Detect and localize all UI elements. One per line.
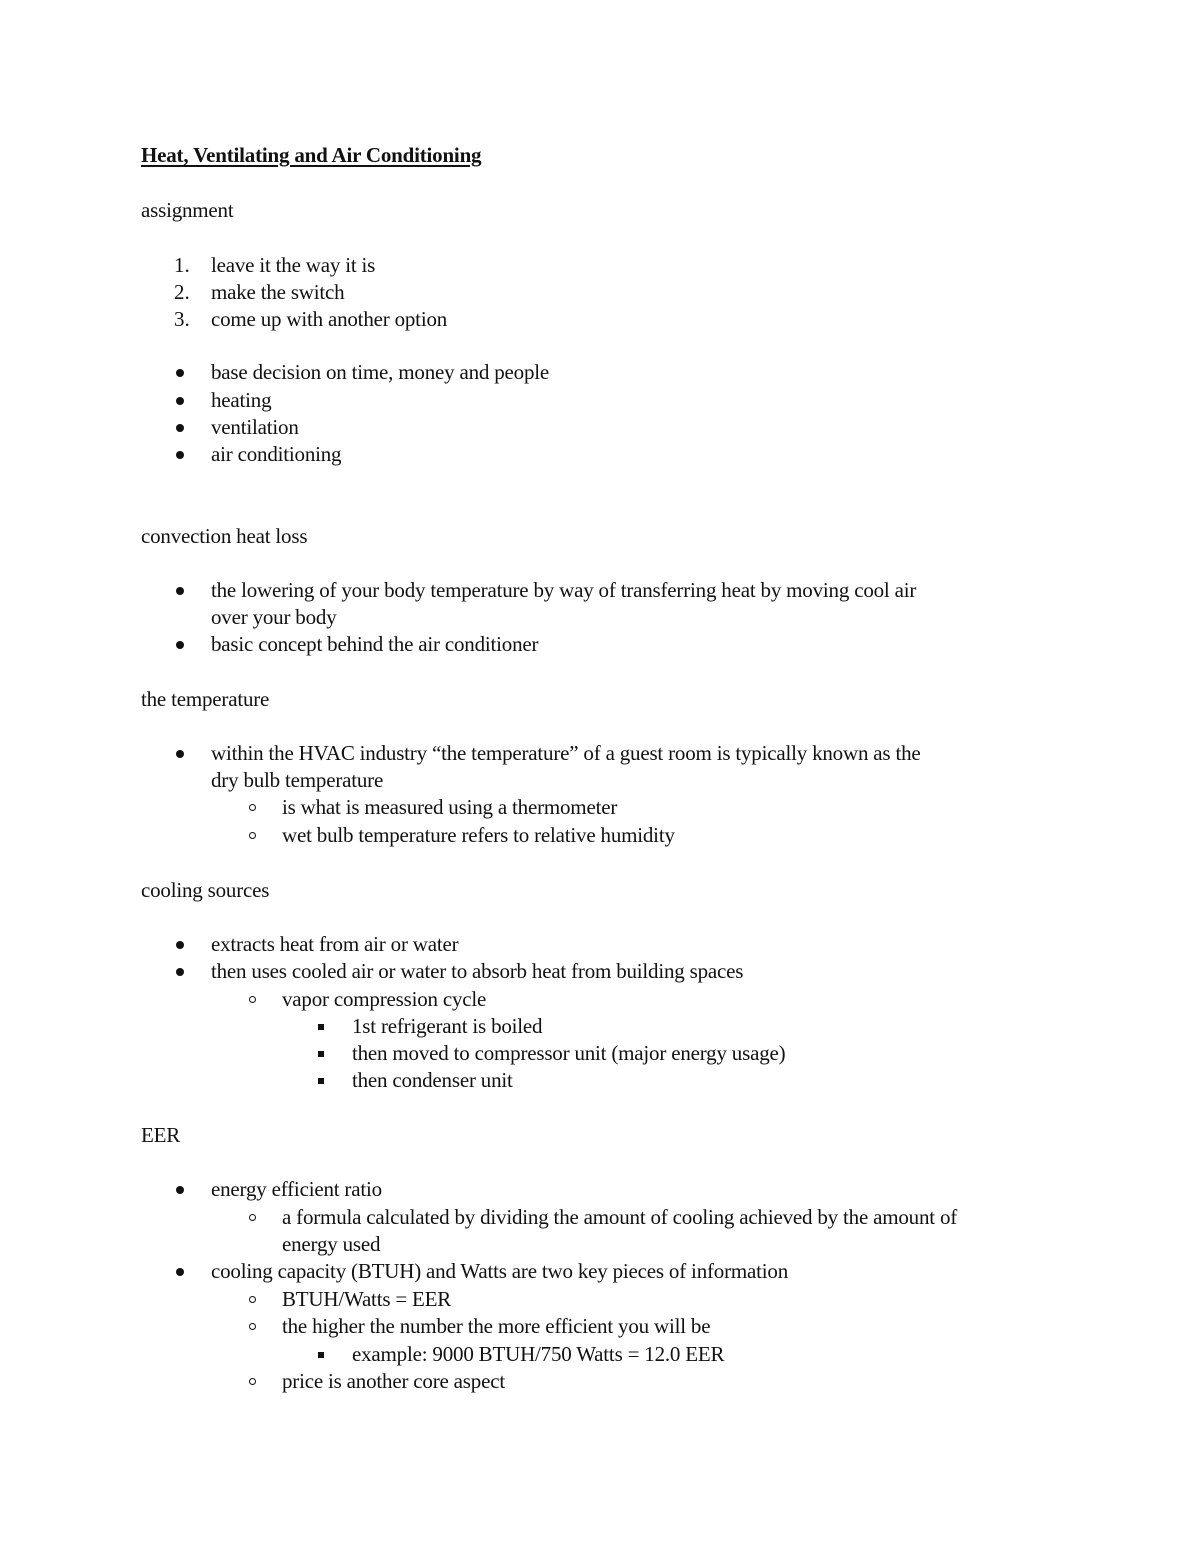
list-item: then uses cooled air or water to absorb heat from building spaces (211, 959, 744, 983)
bullet-icon (176, 941, 184, 949)
section-heading-temperature: the temperature (141, 687, 270, 711)
list-item: ventilation (211, 415, 299, 439)
list-item: air conditioning (211, 442, 342, 466)
list-item: make the switch (211, 280, 345, 304)
list-number: 1. (174, 253, 190, 277)
bullet-icon (176, 968, 184, 976)
square-bullet-icon (318, 1024, 324, 1030)
list-item: heating (211, 388, 272, 412)
list-item: the lowering of your body temperature by way of transferring heat by moving cool air (211, 578, 917, 602)
list-item: energy efficient ratio (211, 1177, 382, 1201)
sub-bullet-icon (249, 1296, 256, 1303)
bullet-icon (176, 641, 184, 649)
list-item-continuation: dry bulb temperature (211, 768, 384, 792)
sub-bullet-icon (249, 1323, 256, 1330)
sub-list-item: vapor compression cycle (282, 987, 487, 1011)
sub-list-item: BTUH/Watts = EER (282, 1287, 452, 1311)
section-heading-eer: EER (141, 1123, 181, 1147)
square-bullet-icon (318, 1051, 324, 1057)
sub-list-item: is what is measured using a thermometer (282, 795, 618, 819)
list-item: leave it the way it is (211, 253, 376, 277)
sub-bullet-icon (249, 996, 256, 1003)
sub-list-item: price is another core aspect (282, 1369, 505, 1393)
sub-list-item: a formula calculated by dividing the amount of cooling achieved by the amount of (282, 1205, 958, 1229)
sub-list-item: the higher the number the more efficient you will be (282, 1314, 711, 1338)
list-item: base decision on time, money and people (211, 360, 550, 384)
square-bullet-icon (318, 1078, 324, 1084)
section-heading-cooling: cooling sources (141, 878, 270, 902)
bullet-icon (176, 451, 184, 459)
list-number: 3. (174, 307, 190, 331)
bullet-icon (176, 397, 184, 405)
list-item-continuation: over your body (211, 605, 337, 629)
sub-list-item-continuation: energy used (282, 1232, 381, 1256)
sub-sub-list-item: 1st refrigerant is boiled (352, 1014, 543, 1038)
sub-bullet-icon (249, 1214, 256, 1221)
bullet-icon (176, 1186, 184, 1194)
list-item: within the HVAC industry “the temperature” of a guest room is typically known as the (211, 741, 921, 765)
list-item: cooling capacity (BTUH) and Watts are two key pieces of information (211, 1259, 788, 1283)
list-item: extracts heat from air or water (211, 932, 459, 956)
bullet-icon (176, 750, 184, 758)
bullet-icon (176, 1268, 184, 1276)
section-heading-assignment: assignment (141, 198, 234, 222)
bullet-icon (176, 369, 184, 377)
sub-sub-list-item: then moved to compressor unit (major energy usage) (352, 1041, 786, 1065)
sub-sub-list-item: then condenser unit (352, 1068, 513, 1092)
sub-bullet-icon (249, 832, 256, 839)
list-number: 2. (174, 280, 190, 304)
list-item: come up with another option (211, 307, 448, 331)
square-bullet-icon (318, 1352, 324, 1358)
document-title: Heat, Ventilating and Air Conditioning (141, 143, 482, 167)
bullet-icon (176, 424, 184, 432)
sub-sub-list-item: example: 9000 BTUH/750 Watts = 12.0 EER (352, 1342, 725, 1366)
sub-bullet-icon (249, 804, 256, 811)
section-heading-convection: convection heat loss (141, 524, 308, 548)
sub-list-item: wet bulb temperature refers to relative humidity (282, 823, 675, 847)
bullet-icon (176, 587, 184, 595)
list-item: basic concept behind the air conditioner (211, 632, 539, 656)
sub-bullet-icon (249, 1378, 256, 1385)
